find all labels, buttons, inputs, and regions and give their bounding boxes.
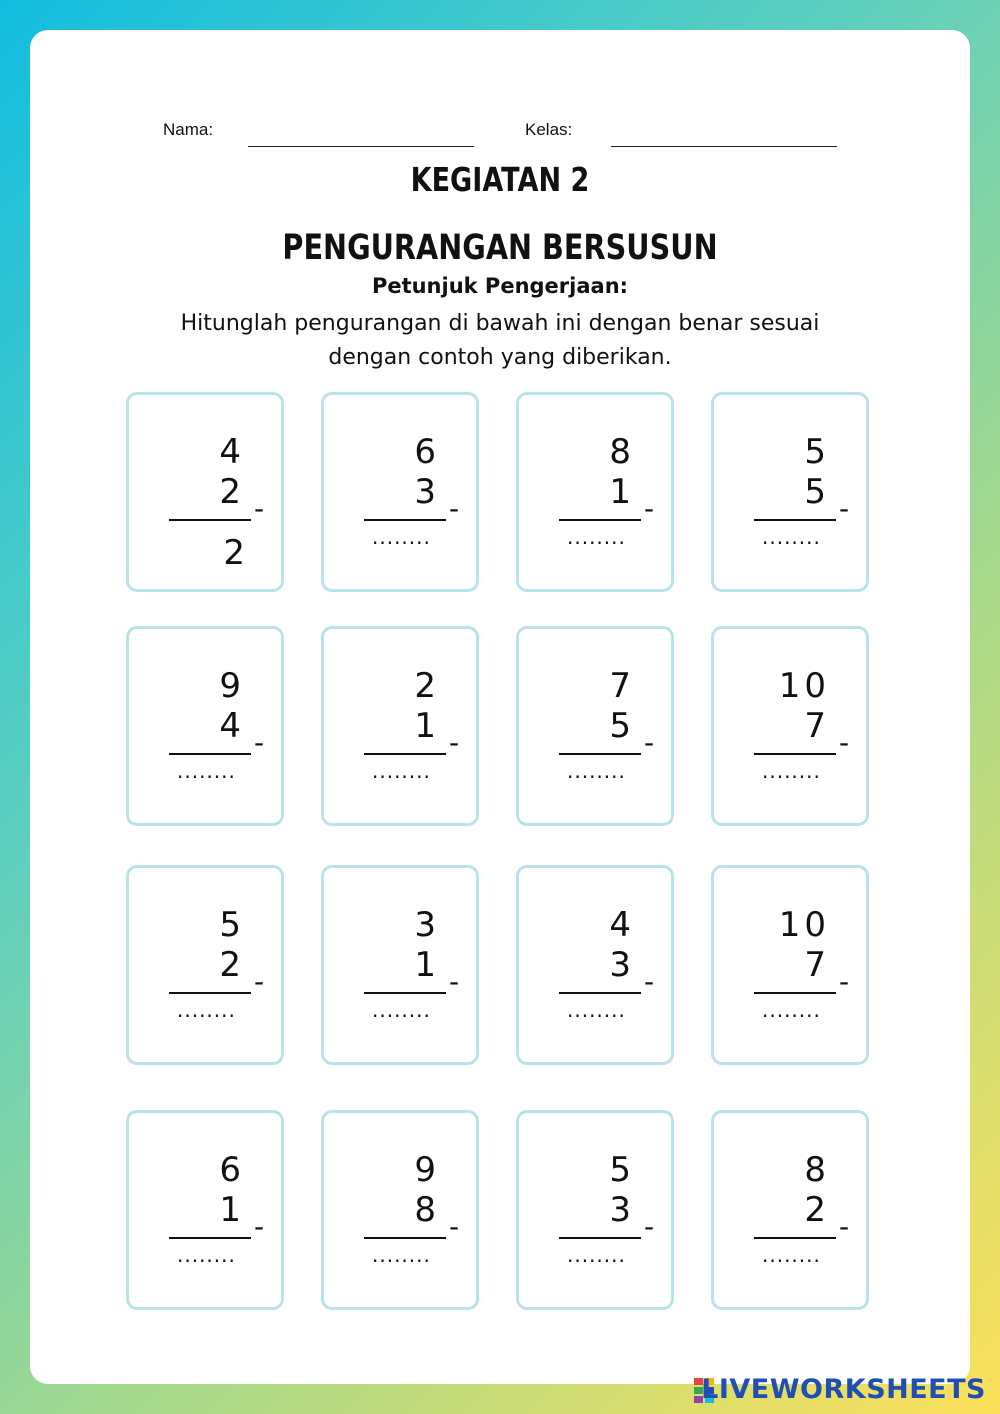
answer-field[interactable]: ........ [762,525,821,549]
problem-card [126,865,284,1065]
answer-field[interactable]: ........ [762,1243,821,1267]
subtrahend: 7 [804,706,830,746]
answer-field[interactable]: ........ [372,525,431,549]
instructions-line-2: dengan contoh yang diberikan. [328,345,672,370]
answer-field[interactable]: ........ [567,998,626,1022]
minus-sign: - [449,726,460,759]
problem-card [321,1110,479,1310]
minuend: 9 [219,666,245,706]
answer-field[interactable]: ........ [567,525,626,549]
minuend: 5 [804,432,830,472]
subtrahend: 5 [609,706,635,746]
problem-card [711,1110,869,1310]
minuend: 3 [414,905,440,945]
problem-card [126,626,284,826]
subtraction-line [754,519,836,521]
problem-card [321,865,479,1065]
minus-sign: - [644,492,655,525]
problem-card [516,626,674,826]
minuend: 8 [804,1150,830,1190]
minuend: 2 [414,666,440,706]
answer-field[interactable]: ........ [177,759,236,783]
minuend: 9 [414,1150,440,1190]
answer-field[interactable]: ........ [372,1243,431,1267]
problem-card [126,1110,284,1310]
subtrahend: 1 [414,945,440,985]
minus-sign: - [254,1210,265,1243]
subtrahend: 3 [609,1190,635,1230]
subtrahend: 2 [219,472,245,512]
subtraction-line [559,992,641,994]
subtraction-line [364,1237,446,1239]
subtraction-line [559,753,641,755]
answer-field[interactable]: ........ [372,998,431,1022]
topic-title: PENGURANGAN BERSUSUN [282,228,718,268]
subtraction-line [754,1237,836,1239]
answer-field[interactable]: ........ [762,759,821,783]
problem-card [321,626,479,826]
instructions-text [0,307,1000,375]
minuend: 10 [778,666,830,706]
minuend: 5 [219,905,245,945]
subtrahend: 1 [609,472,635,512]
subtraction-line [559,1237,641,1239]
problem-card [126,392,284,592]
subtrahend: 2 [804,1190,830,1230]
answer-field[interactable]: ........ [177,1243,236,1267]
minus-sign: - [254,492,265,525]
minus-sign: - [839,1210,850,1243]
problem-card [711,392,869,592]
subtrahend: 5 [804,472,830,512]
minus-sign: - [644,965,655,998]
minuend: 7 [609,666,635,706]
problem-card [711,626,869,826]
minuend: 6 [414,432,440,472]
minus-sign: - [839,965,850,998]
subtraction-line [364,992,446,994]
minuend: 4 [609,905,635,945]
example-answer: 2 [223,533,245,573]
name-field[interactable] [248,146,474,147]
class-label: Kelas: [525,120,573,139]
minus-sign: - [644,1210,655,1243]
subtrahend: 2 [219,945,245,985]
subtrahend: 3 [609,945,635,985]
minus-sign: - [839,492,850,525]
subtraction-line [169,1237,251,1239]
answer-field[interactable]: ........ [567,759,626,783]
minuend: 5 [609,1150,635,1190]
minuend: 4 [219,432,245,472]
liveworksheets-brand: LIVEWORKSHEETS [701,1374,986,1405]
instructions-heading: Petunjuk Pengerjaan: [371,274,629,298]
name-label: Nama: [163,120,214,139]
answer-field[interactable]: ........ [177,998,236,1022]
subtrahend: 7 [804,945,830,985]
class-field[interactable] [611,146,837,147]
subtraction-line [754,753,836,755]
minus-sign: - [449,1210,460,1243]
subtraction-line [754,992,836,994]
activity-title: KEGIATAN 2 [410,160,590,199]
subtrahend: 1 [219,1190,245,1230]
subtrahend: 1 [414,706,440,746]
subtrahend: 8 [414,1190,440,1230]
problem-card [711,865,869,1065]
problem-card [516,1110,674,1310]
answer-field[interactable]: ........ [372,759,431,783]
subtraction-line [169,992,251,994]
instructions-line-1: Hitunglah pengurangan di bawah ini dengan benar sesuai [180,311,820,336]
minuend: 6 [219,1150,245,1190]
minus-sign: - [449,492,460,525]
problem-card [321,392,479,592]
minus-sign: - [254,726,265,759]
minuend: 8 [609,432,635,472]
answer-field[interactable]: ........ [567,1243,626,1267]
subtraction-line [364,519,446,521]
minus-sign: - [254,965,265,998]
subtrahend: 4 [219,706,245,746]
problem-card [516,392,674,592]
minus-sign: - [644,726,655,759]
subtrahend: 3 [414,472,440,512]
subtraction-line [169,519,251,521]
answer-field[interactable]: ........ [762,998,821,1022]
minus-sign: - [449,965,460,998]
subtraction-line [364,753,446,755]
subtraction-line [559,519,641,521]
minus-sign: - [839,726,850,759]
minuend: 10 [778,905,830,945]
problem-card [516,865,674,1065]
subtraction-line [169,753,251,755]
